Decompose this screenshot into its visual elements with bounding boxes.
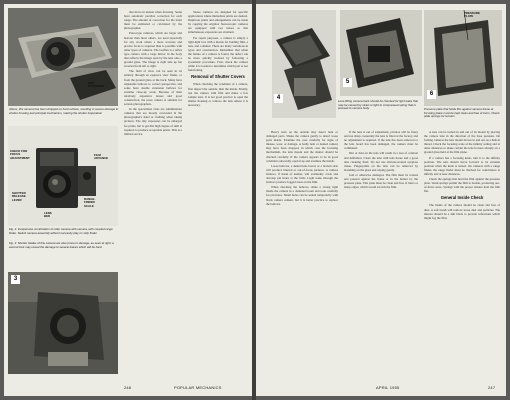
right-page — [256, 4, 506, 396]
camera-photo-6 — [424, 10, 502, 106]
film-frame-illustration — [340, 10, 422, 96]
camera-photo-4 — [272, 10, 336, 118]
camera-photo-5 — [340, 10, 422, 96]
camera-photo-bottom — [8, 272, 118, 374]
paragraph: A lens can be turned in and out of its mount by placing the camera lens in the direction of the base pressure. On folding cameras the lens mount moves in and out on a helical thread. Check the focusing scale at the infinity setting and at other distances to make certain the lens focuses sharply on a ground glass held at the film plane. — [424, 130, 500, 155]
paragraph: When checking the condition of a camera, first inspect the outside, then the inside. Finally, test the camera with film and make a few sample tests. It is not good practice to open the shutter housing or remove the lens unless it is necessary. — [188, 82, 248, 107]
paragraph: Loose bellows, a dented lens board, or a broken strut will produce blurred or out-of-focus pictures. A camera bellows, if made of leather, will eventually crack and develop pin holes at the folds. Light leaks through the bellows produce fogged areas on the film. — [266, 163, 338, 185]
paragraph: If a camera has a focusing knob, turn it to the infinity position. The lens should move forward to its extreme position when the knob is turned. On cameras with a range finder, the range finder must be checked for coincidence at infinity and at near distances. — [424, 155, 500, 176]
right-page-column-3 — [424, 130, 500, 378]
subhead-general-inside-check: General Inside Check — [440, 195, 484, 201]
callout-lens-bed: LENS BED — [44, 211, 52, 219]
paragraph: In the specialized class are subminiature cameras that are mostly concealed in the photographer's hand or clothing when taking pictures. The tiny exposures can be enlarged for prints, but to get this high degree of skill is required to produce acceptable prints. This is a limited service. — [124, 107, 182, 136]
paragraph: If the lens is out of adjustment, pictures will be fuzzy and not sharp. Generally the lens is fitted at the factory and no adjustment is required. If the lens has been removed or the lens board has been damaged, the camera must be collimated. — [344, 130, 418, 151]
caption-middle-photo: Fig. 2. Inexpensive combination of roller camera with camera, with coupled range finder. Switch camera assembly without necessity play on strip finder — [9, 228, 113, 235]
caption-photo-5: Pressure plate that holds film against camera frame at focusing plane must be kept clean and free of burrs. Check plate springs for tension — [424, 108, 500, 119]
camera-photo-middle — [8, 126, 118, 226]
dropped-camera-illustration — [8, 8, 118, 106]
paragraph: Dirt or dust on the lens will result in a loss of contrast and definition. Clean the lens with lens tissue and a good lens cleaning fluid. Do not use silicone-treated eyeglass tissue. Fingerprints on the lens can be removed by breathing on the glass and wiping gently. — [344, 151, 418, 172]
left-page-column-2 — [124, 10, 182, 378]
paragraph: Check the springs that hold the film against the pressure plate. Weak springs permit the film to buckle, producing out-of-focus areas. Springs with the proper tension hold the film flat. — [424, 177, 500, 194]
caption-top-photo: Above, this camera has been dropped on hard surface, resulting in severe damage to shutter housing and principal mechanism, making the shutter inoperative — [9, 108, 119, 115]
left-page-magazine: POPULAR MECHANICS — [174, 385, 222, 390]
photo-number-4: 4 — [274, 94, 283, 103]
shutter-blades-illustration — [8, 272, 118, 374]
paragraph: Heavy tests on the outside may detect bent or damaged parts. Shake the camera gently to detect loose parts inside. Examine the case carefully for signs of misuse, wear, or damage. A badly bent or dented camera may have been dropped, in which case the focusing mechanism, the lens mount and the shutter should be checked carefully. If the camera appears to be in good condition outwardly, open it up and examine the inside. — [266, 130, 338, 163]
left-page-number: 246 — [124, 385, 132, 390]
paragraph: For repair purposes, a camera is simply a light-tight box with a means for holding film, a lens, and a shutter. There are many variations in types and construction. Remember that when the failure of a camera is found, the defect can be more quickly isolated by following a systematic procedure. First, check the camera while it is loaded to determine which part is not functioning. — [188, 35, 248, 73]
paragraph: Press-type cameras, which are larger and heavier than most others, are used especially for any work where a more accurate and precise focus is required than is possible with other types of cameras. The Graflex is a reflex type camera with a large mirror in the body that reflects the image seen by the lens onto a ground glass. The image is right side up but reversed from left to right. — [124, 31, 182, 69]
paragraph: When checking the bellows, shine a strong light inside the camera in a darkened room and look carefully for pin holes. Small holes can be sealed temporarily with black camera cement, but it is better practice to replace the bellows. — [266, 185, 338, 206]
callout-shutter-release: SHUTTER RELEASE LEVER — [12, 191, 26, 202]
range-finder-camera-illustration — [8, 126, 118, 226]
left-page — [4, 4, 252, 396]
paragraph: The inside of the camera should be clean and free of dust. A soft brush will remove loose dust and particles. The interior should be a dull black to prevent reflections which might fog the film. — [424, 203, 500, 220]
photo-number-3: 3 — [11, 275, 20, 284]
callout-check-focus: CHECK FOR FOCUS ADJUSTMENT — [10, 149, 30, 160]
photo-number-5: 5 — [343, 78, 352, 87]
caption-photo-4: Lens-fitting camera back should be checked for light leaks that may be caused by strain or light to compressed spring that is pressed to camera body — [338, 100, 418, 111]
caption-bottom-photo: Fig. 3. Shutter blades of this camera are also prone to damage, as seen at right; a second look may reveal the damage to several leaves which will be hard — [9, 242, 114, 249]
subhead-removal-of-shutter-covers: Removal of Shutter Covers — [191, 74, 245, 80]
callout-hot-exposure: HOT EXPOSURE — [88, 81, 105, 89]
right-page-column-1 — [266, 130, 338, 378]
camera-photo-top — [8, 8, 118, 106]
paragraph: fold or otherwise damaged. The film must be rotated and pressed against the frame or in the holder by the pressure plate. This plate must be clean and free of burrs or sharp edges, which would scratch the film. — [344, 172, 418, 190]
paragraph: that move in unison when focusing. Some have automatic parallax correction for each range. The amount of correction for the latter must be estimated or calculated by the photographer. — [124, 10, 182, 31]
right-page-number: 247 — [488, 385, 496, 390]
callout-film-advance: FILM ADVANCE — [94, 153, 109, 161]
right-page-column-2 — [344, 130, 418, 378]
right-page-month: APRIL 1955 — [376, 385, 400, 390]
left-page-column-3 — [188, 10, 248, 378]
paragraph: Stereo cameras are designed for specific applications where immediate prints are desired. Duplicate prints and enlargements can be made by copying the original. Stereoscopic cameras are equipped with two lenses so that simultaneous exposures are obtained. — [188, 10, 248, 35]
callout-rangefinder-scale: RANGE- FINDER SCALE — [84, 197, 96, 208]
paragraph: The field of view can be seen in its entirety through an eyepiece view finder, or from the ground glass at the back. Many have adjustable bellows to correct perspective, and some have double extension bellows for extreme close-up work. Because of their relatively expensive lenses and good construction, the press camera is suitable for serious photographers. — [124, 69, 182, 107]
photo-number-6: 6 — [427, 90, 436, 99]
callout-pressure-plate: PRESSURE PLATE — [464, 11, 480, 19]
